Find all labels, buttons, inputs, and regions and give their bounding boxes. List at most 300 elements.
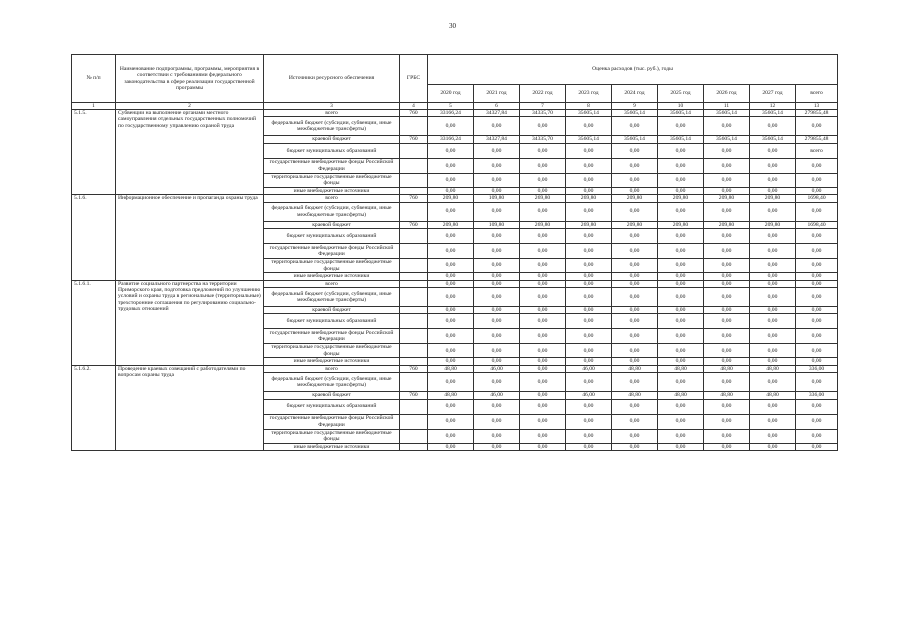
amount-cell: 0,00 [796,202,838,221]
amount-cell: 0,00 [428,273,474,280]
column-index: 12 [750,103,796,110]
source-label: иные внебюджетные источники [264,187,400,194]
grbs-code [400,344,428,358]
grbs-code [400,314,428,329]
column-index: 2 [116,103,264,110]
grbs-code [400,358,428,365]
amount-cell: 0,00 [796,414,838,429]
amount-cell: 209,80 [658,221,704,228]
amount-cell: 35605,14 [612,110,658,117]
amount-cell: 0,00 [520,329,566,344]
amount-cell: 0,00 [474,259,520,273]
source-label: государственные внебюджетные фонды Российской Федерации [264,329,400,344]
amount-cell: 0,00 [612,158,658,173]
amount-cell: 0,00 [704,429,750,443]
source-label: федеральный бюджет (субсидии, субвенции, иные межбюджетные трансферты) [264,373,400,392]
header-year: 2027 год [750,85,796,103]
section-name: Информационное обеспечение и пропаганда охраны труда [116,195,264,280]
amount-cell: 48,80 [704,392,750,399]
amount-cell: 0,00 [658,117,704,136]
amount-cell: 35605,14 [658,136,704,143]
header-estimate: Оценка расходов (тыс. руб.), годы [428,55,838,85]
source-label: государственные внебюджетные фонды Российской Федерации [264,158,400,173]
column-index: 11 [704,103,750,110]
amount-cell: 209,80 [658,195,704,202]
amount-cell: 46,00 [474,392,520,399]
amount-cell: 0,00 [796,117,838,136]
amount-cell: 0,00 [658,187,704,194]
amount-cell: 0,00 [566,273,612,280]
amount-cell: 0,00 [520,244,566,259]
amount-cell: 0,00 [428,314,474,329]
grbs-code [400,287,428,306]
source-label: федеральный бюджет (субсидии, субвенции, иные межбюджетные трансферты) [264,287,400,306]
amount-cell: 33166,24 [428,136,474,143]
amount-cell: 0,00 [428,443,474,450]
amount-cell: 0,00 [520,117,566,136]
amount-cell: 0,00 [566,358,612,365]
source-label: государственные внебюджетные фонды Российской Федерации [264,414,400,429]
amount-cell: 0,00 [474,202,520,221]
amount-cell: 0,00 [704,314,750,329]
amount-cell: 0,00 [520,187,566,194]
page-number: 30 [449,22,456,30]
amount-cell: 0,00 [474,414,520,429]
source-label: территориальные государственные внебюджетные фонды [264,429,400,443]
amount-cell: 0,00 [520,280,566,287]
amount-cell: 0,00 [796,187,838,194]
amount-cell: 0,00 [474,143,520,158]
amount-cell: 0,00 [750,399,796,414]
amount-cell: 0,00 [520,344,566,358]
amount-cell: 0,00 [704,373,750,392]
amount-cell: 0,00 [658,314,704,329]
amount-cell: 34327,84 [474,136,520,143]
amount-cell: 34335,70 [520,110,566,117]
amount-cell: всего [796,143,838,158]
amount-cell: 209,80 [612,195,658,202]
amount-cell: 0,00 [566,173,612,187]
amount-cell: 209,80 [612,221,658,228]
amount-cell: 0,00 [750,429,796,443]
amount-cell: 0,00 [658,358,704,365]
amount-cell: 35605,14 [750,136,796,143]
amount-cell: 0,00 [796,443,838,450]
amount-cell: 0,00 [796,158,838,173]
amount-cell: 0,00 [612,443,658,450]
grbs-code: 760 [400,365,428,372]
amount-cell: 209,80 [428,221,474,228]
table-row [72,280,838,287]
amount-cell: 0,00 [796,399,838,414]
amount-cell: 0,00 [658,443,704,450]
amount-cell: 0,00 [566,287,612,306]
grbs-code [400,306,428,313]
amount-cell: 0,00 [566,187,612,194]
source-label: всего [264,365,400,372]
source-label: государственные внебюджетные фонды Российской Федерации [264,244,400,259]
amount-cell: 0,00 [428,280,474,287]
amount-cell: 209,80 [704,221,750,228]
grbs-code [400,202,428,221]
amount-cell: 0,00 [704,443,750,450]
grbs-code [400,244,428,259]
amount-cell: 0,00 [796,244,838,259]
amount-cell: 0,00 [658,280,704,287]
amount-cell: 0,00 [474,187,520,194]
amount-cell: 1698,40 [796,195,838,202]
amount-cell: 0,00 [750,229,796,244]
amount-cell: 279855,48 [796,110,838,117]
amount-cell: 0,00 [612,429,658,443]
amount-cell: 0,00 [612,344,658,358]
amount-cell: 48,80 [750,392,796,399]
amount-cell: 0,00 [520,158,566,173]
amount-cell: 0,00 [750,259,796,273]
amount-cell: 0,00 [566,244,612,259]
amount-cell: 0,00 [474,244,520,259]
amount-cell: 0,00 [796,273,838,280]
amount-cell: 0,00 [704,187,750,194]
amount-cell: 48,80 [750,365,796,372]
amount-cell: 0,00 [704,202,750,221]
amount-cell: 0,00 [704,414,750,429]
grbs-code [400,399,428,414]
amount-cell: 0,00 [750,280,796,287]
header-year: 2024 год [612,85,658,103]
source-label: краевой бюджет [264,306,400,313]
table-row [72,365,838,372]
amount-cell: 0,00 [520,392,566,399]
section-name: Субвенции на выполнение органами местного самоуправления отдельных государственных полномочий по государственному управлению охраной труда [116,110,264,195]
amount-cell: 0,00 [566,414,612,429]
amount-cell: 0,00 [520,173,566,187]
amount-cell: 35605,14 [704,136,750,143]
amount-cell: 0,00 [520,365,566,372]
amount-cell: 0,00 [612,187,658,194]
amount-cell: 0,00 [474,273,520,280]
amount-cell: 0,00 [612,117,658,136]
amount-cell: 0,00 [428,143,474,158]
amount-cell: 34335,70 [520,136,566,143]
source-label: иные внебюджетные источники [264,358,400,365]
grbs-code [400,280,428,287]
header-name: Наименование подпрограммы, программы, мероприятия в соответствии с требованиями федерального законодательства в сфере реализации государственной программы [116,55,264,103]
amount-cell: 0,00 [658,429,704,443]
amount-cell: 35605,14 [658,110,704,117]
amount-cell: 0,00 [612,229,658,244]
amount-cell: 0,00 [612,173,658,187]
source-label: федеральный бюджет (субсидии, субвенции, иные межбюджетные трансферты) [264,117,400,136]
amount-cell: 0,00 [704,244,750,259]
amount-cell: 0,00 [520,443,566,450]
grbs-code: 760 [400,392,428,399]
amount-cell: 0,00 [658,244,704,259]
amount-cell: 0,00 [750,287,796,306]
amount-cell: 0,00 [520,306,566,313]
amount-cell: 0,00 [612,273,658,280]
amount-cell: 0,00 [520,429,566,443]
amount-cell: 35605,14 [566,136,612,143]
amount-cell: 0,00 [750,244,796,259]
column-index: 9 [612,103,658,110]
header-year: 2023 год [566,85,612,103]
amount-cell: 0,00 [750,187,796,194]
amount-cell: 0,00 [520,229,566,244]
amount-cell: 0,00 [658,287,704,306]
amount-cell: 0,00 [612,373,658,392]
amount-cell: 0,00 [474,443,520,450]
amount-cell: 0,00 [750,358,796,365]
amount-cell: 0,00 [474,280,520,287]
amount-cell: 0,00 [796,259,838,273]
amount-cell: 46,00 [474,365,520,372]
amount-cell: 0,00 [566,314,612,329]
amount-cell: 0,00 [658,306,704,313]
amount-cell: 0,00 [704,143,750,158]
amount-cell: 0,00 [474,117,520,136]
amount-cell: 0,00 [474,287,520,306]
amount-cell: 0,00 [612,329,658,344]
amount-cell: 209,80 [750,195,796,202]
source-label: всего [264,280,400,287]
amount-cell: 48,80 [612,392,658,399]
grbs-code [400,117,428,136]
amount-cell: 0,00 [428,158,474,173]
amount-cell: 0,00 [704,329,750,344]
amount-cell: 0,00 [474,344,520,358]
amount-cell: 48,80 [658,392,704,399]
amount-cell: 0,00 [796,314,838,329]
column-index: 5 [428,103,474,110]
source-label: краевой бюджет [264,221,400,228]
amount-cell: 0,00 [658,373,704,392]
amount-cell: 48,80 [428,392,474,399]
amount-cell: 0,00 [566,373,612,392]
amount-cell: 0,00 [796,173,838,187]
amount-cell: 0,00 [750,117,796,136]
grbs-code [400,229,428,244]
amount-cell: 0,00 [750,158,796,173]
amount-cell: 0,00 [566,143,612,158]
amount-cell: 0,00 [428,344,474,358]
header-year: всего [796,85,838,103]
amount-cell: 0,00 [428,414,474,429]
grbs-code [400,173,428,187]
amount-cell: 0,00 [520,287,566,306]
amount-cell: 0,00 [474,329,520,344]
amount-cell: 0,00 [704,287,750,306]
amount-cell: 0,00 [796,344,838,358]
amount-cell: 0,00 [474,399,520,414]
amount-cell: 209,80 [428,195,474,202]
grbs-code [400,443,428,450]
source-label: территориальные государственные внебюджетные фонды [264,173,400,187]
header-year: 2026 год [704,85,750,103]
amount-cell: 269,80 [566,221,612,228]
source-label: территориальные государственные внебюджетные фонды [264,259,400,273]
amount-cell: 269,80 [520,195,566,202]
header-num: № п/п [72,55,116,103]
amount-cell: 0,00 [750,443,796,450]
amount-cell: 35605,14 [704,110,750,117]
amount-cell: 0,00 [612,244,658,259]
amount-cell: 0,00 [750,173,796,187]
grbs-code [400,187,428,194]
source-label: бюджет муниципальных образований [264,399,400,414]
amount-cell: 209,80 [704,195,750,202]
amount-cell: 0,00 [612,358,658,365]
amount-cell: 35605,14 [612,136,658,143]
column-index: 7 [520,103,566,110]
amount-cell: 0,00 [474,173,520,187]
amount-cell: 0,00 [428,244,474,259]
amount-cell: 0,00 [566,306,612,313]
amount-cell: 0,00 [796,229,838,244]
amount-cell: 0,00 [612,202,658,221]
amount-cell: 0,00 [704,117,750,136]
grbs-code [400,273,428,280]
source-label: всего [264,195,400,202]
amount-cell: 0,00 [566,158,612,173]
amount-cell: 1698,40 [796,221,838,228]
amount-cell: 0,00 [658,259,704,273]
column-index: 4 [400,103,428,110]
amount-cell: 0,00 [796,429,838,443]
header-grbs: ГРБС [400,55,428,103]
amount-cell: 0,00 [428,202,474,221]
amount-cell: 0,00 [658,202,704,221]
amount-cell: 0,00 [704,229,750,244]
amount-cell: 0,00 [750,143,796,158]
section-number: 5.1.6.2. [72,365,116,450]
amount-cell: 0,00 [612,414,658,429]
amount-cell: 0,00 [658,143,704,158]
amount-cell: 209,80 [750,221,796,228]
section-name: Развитие социального партнерства на территории Приморского края, подготовка предложений по улучшению условий и охраны труда в региональные (территориальные) трехсторонние соглашения по регулированию социально-трудовых отношений [116,280,264,365]
amount-cell: 0,00 [658,173,704,187]
amount-cell: 0,00 [566,344,612,358]
amount-cell: 0,00 [658,414,704,429]
amount-cell: 109,80 [474,221,520,228]
grbs-code: 760 [400,110,428,117]
amount-cell: 0,00 [428,187,474,194]
amount-cell: 33166,24 [428,110,474,117]
amount-cell: 0,00 [566,280,612,287]
column-index: 10 [658,103,704,110]
header-year: 2020 год [428,85,474,103]
header-year: 2022 год [520,85,566,103]
amount-cell: 0,00 [428,173,474,187]
amount-cell: 0,00 [704,358,750,365]
amount-cell: 35605,14 [566,110,612,117]
amount-cell: 0,00 [658,229,704,244]
amount-cell: 0,00 [474,314,520,329]
amount-cell: 0,00 [428,399,474,414]
amount-cell: 48,80 [658,365,704,372]
amount-cell: 0,00 [750,314,796,329]
amount-cell: 0,00 [796,287,838,306]
source-label: федеральный бюджет (субсидии, субвенции, иные межбюджетные трансферты) [264,202,400,221]
column-index: 8 [566,103,612,110]
grbs-code: 760 [400,136,428,143]
amount-cell: 0,00 [428,229,474,244]
amount-cell: 0,00 [612,314,658,329]
amount-cell: 0,00 [750,202,796,221]
amount-cell: 0,00 [428,259,474,273]
header-year: 2021 год [474,85,520,103]
amount-cell: 0,00 [796,306,838,313]
amount-cell: 0,00 [566,429,612,443]
column-index: 3 [264,103,400,110]
table-row [72,110,838,117]
amount-cell: 0,00 [428,117,474,136]
amount-cell: 0,00 [520,314,566,329]
amount-cell: 0,00 [704,173,750,187]
amount-cell: 0,00 [612,143,658,158]
amount-cell: 0,00 [612,287,658,306]
grbs-code: 760 [400,195,428,202]
section-name: Проведение краевых совещаний с работодателями по вопросам охраны труда [116,365,264,450]
amount-cell: 0,00 [474,229,520,244]
amount-cell: 0,00 [520,202,566,221]
amount-cell: 336,00 [796,392,838,399]
amount-cell: 0,00 [566,399,612,414]
amount-cell: 0,00 [612,399,658,414]
amount-cell: 0,00 [520,399,566,414]
amount-cell: 0,00 [658,329,704,344]
amount-cell: 0,00 [428,306,474,313]
amount-cell: 0,00 [704,306,750,313]
amount-cell: 0,00 [704,344,750,358]
amount-cell: 0,00 [566,202,612,221]
header-source: Источники ресурсного обеспечения [264,55,400,103]
section-number: 5.1.6. [72,195,116,280]
column-index: 13 [796,103,838,110]
section-number: 5.1.5. [72,110,116,195]
amount-cell: 0,00 [704,273,750,280]
amount-cell: 0,00 [520,373,566,392]
grbs-code [400,429,428,443]
amount-cell: 0,00 [658,399,704,414]
amount-cell: 0,00 [796,373,838,392]
grbs-code [400,329,428,344]
amount-cell: 269,80 [520,221,566,228]
amount-cell: 0,00 [658,273,704,280]
source-label: краевой бюджет [264,136,400,143]
amount-cell: 0,00 [566,329,612,344]
grbs-code [400,414,428,429]
amount-cell: 0,00 [750,414,796,429]
section-number: 5.1.6.1. [72,280,116,365]
column-index: 6 [474,103,520,110]
amount-cell: 0,00 [428,329,474,344]
amount-cell: 0,00 [704,259,750,273]
amount-cell: 0,00 [474,358,520,365]
amount-cell: 0,00 [750,373,796,392]
amount-cell: 34327,84 [474,110,520,117]
source-label: территориальные государственные внебюджетные фонды [264,344,400,358]
amount-cell: 336,00 [796,365,838,372]
amount-cell: 0,00 [658,158,704,173]
amount-cell: 35605,14 [750,110,796,117]
amount-cell: 0,00 [612,280,658,287]
amount-cell: 0,00 [520,273,566,280]
amount-cell: 0,00 [428,358,474,365]
amount-cell: 0,00 [428,287,474,306]
amount-cell: 109,80 [474,195,520,202]
amount-cell: 0,00 [704,280,750,287]
